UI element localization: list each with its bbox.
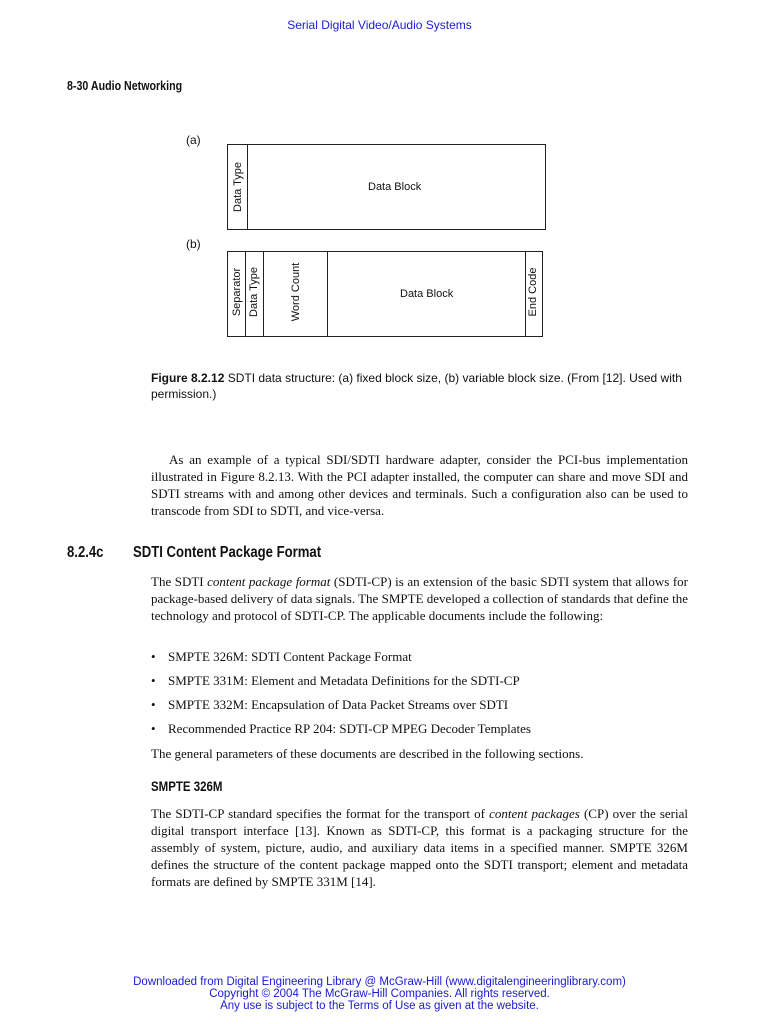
section-paragraph-1-end: (SDTI-CP) is an extension of the basic SDTI system that allows for package-based delivery of data signals. The SMPTE developed a collection of standards that define the technology and protocol of SDTI-CP. The applicable documents include the following: — [151, 574, 688, 623]
panel-b-structure — [227, 251, 543, 337]
list-item-text: SMPTE 331M: Element and Metadata Definitions for the SDTI-CP — [168, 673, 520, 688]
intro-paragraph: As an example of a typical SDI/SDTI hardware adapter, consider the PCI-bus implementation illustrated in Figure 8.2.13. With the PCI adapter installed, the computer can share and move SDI and SDTI streams with and among other devices and terminals. Such a configuration also can be used to transcode from SDI to SDTI, and vice-versa. — [151, 452, 688, 518]
page-header-title[interactable]: Serial Digital Video/Audio Systems — [287, 18, 472, 32]
panel-a-divider — [247, 145, 248, 229]
standards-list — [151, 648, 691, 744]
panel-b-divider-4 — [525, 252, 526, 336]
section-number: 8.2.4c — [67, 544, 104, 561]
footer-copyright[interactable]: Copyright © 2004 The McGraw-Hill Companies. All rights reserved. — [209, 988, 550, 1000]
subsection-title: SMPTE 326M — [151, 778, 223, 794]
section-paragraph-1-term: content package format — [207, 574, 331, 589]
panel-b-end-code: End Code — [527, 267, 539, 317]
panel-a-data-block: Data Block — [368, 181, 422, 193]
list-item: • SMPTE 331M: Element and Metadata Definitions for the SDTI-CP — [151, 673, 520, 688]
panel-b-divider-3 — [327, 252, 328, 336]
section-paragraph-1 — [151, 573, 688, 624]
figure-caption-text: SDTI data structure: (a) fixed block size, (b) variable block size. (From [12]. Used with permission.) — [151, 371, 682, 401]
panel-b-label: (b) — [186, 237, 201, 251]
subsection-paragraph — [151, 805, 688, 890]
running-head: 8-30 Audio Networking — [67, 78, 183, 93]
list-item: • SMPTE 326M: SDTI Content Package Format — [151, 649, 412, 664]
list-item-text: SMPTE 326M: SDTI Content Package Format — [168, 649, 412, 664]
section-paragraph-1-start: The SDTI — [151, 574, 208, 589]
section-paragraph-2: The general parameters of these documents are described in the following sections. — [151, 746, 584, 761]
panel-a-label: (a) — [186, 133, 201, 147]
list-item-text: SMPTE 332M: Encapsulation of Data Packet Streams over SDTI — [168, 697, 509, 712]
panel-a-data-type: Data Type — [232, 162, 244, 212]
list-item: • Recommended Practice RP 204: SDTI-CP MPEG Decoder Templates — [151, 721, 531, 736]
subsection-paragraph-term: content packages — [489, 806, 580, 821]
panel-b-data-type: Data Type — [248, 267, 260, 317]
list-item-text: Recommended Practice RP 204: SDTI-CP MPEG Decoder Templates — [168, 721, 531, 736]
panel-b-divider-2 — [263, 252, 264, 336]
panel-b-separator: Separator — [231, 267, 243, 317]
figure-caption-label: Figure 8.2.12 — [151, 371, 225, 385]
section-title: SDTI Content Package Format — [133, 544, 322, 561]
figure-caption — [151, 370, 691, 402]
subsection-paragraph-start: The SDTI-CP standard specifies the format for the transport of — [151, 806, 490, 821]
panel-b-divider-1 — [245, 252, 246, 336]
figure-8-2-12 — [0, 0, 759, 360]
footer — [0, 976, 759, 1012]
subsection-paragraph-end: (CP) over the serial digital transport interface [13]. Known as SDTI-CP, this format is a packaging structure for the assembly of system, picture, audio, and auxiliary data items in a specified manner. SMPTE 326M defines the structure of the content package mapped onto the SDTI transport; element and metadata formats are defined by SMPTE 331M [14]. — [151, 806, 688, 889]
footer-download-link[interactable]: Downloaded from Digital Engineering Library @ McGraw-Hill (www.digitalengineeringlibrary.com) — [133, 976, 626, 988]
list-item: • SMPTE 332M: Encapsulation of Data Packet Streams over SDTI — [151, 697, 509, 712]
footer-terms-link[interactable]: Any use is subject to the Terms of Use as given at the website. — [220, 1000, 539, 1012]
panel-b-word-count: Word Count — [290, 262, 302, 322]
panel-b-data-block: Data Block — [400, 288, 454, 300]
panel-a-structure — [227, 144, 546, 230]
